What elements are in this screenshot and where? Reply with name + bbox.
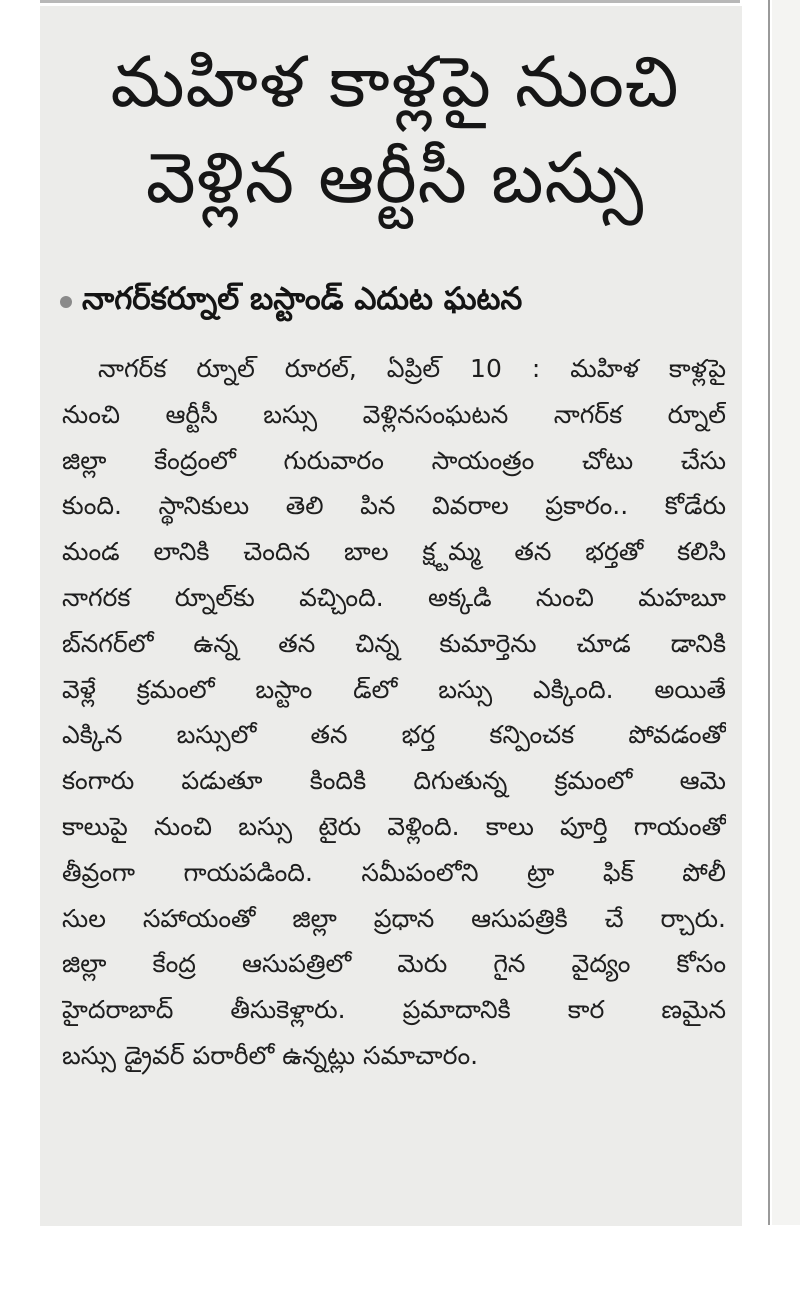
body-line: కుంది. స్థానికులు తెలి పిన వివరాల ప్రకారం.. కోడేరు: [62, 491, 726, 521]
body-line: బ్‌నగర్‌లో ఉన్న తన చిన్న కుమార్తెను చూడ డానికి: [62, 628, 726, 658]
subheadline-row: [60, 278, 722, 326]
body-line: నాగర్‌క ర్నూల్ రూరల్, ఏప్రిల్ 10 : మహిళ కాళ్లపై: [98, 354, 726, 383]
bullet-icon: [60, 296, 72, 308]
body-line: జిల్లా కేంద్రంలో గురువారం సాయంత్రం చోటు చేసు: [62, 445, 726, 475]
body-line: కంగారు పడుతూ కిందికి దిగుతున్న క్రమంలో ఆమె: [62, 766, 726, 796]
body-line: నుంచి ఆర్టీసీ బస్సు వెళ్లినసంఘటన నాగర్‌క ర్నూల్: [62, 399, 726, 429]
body-line: బస్సు డ్రైవర్ పరారీలో ఉన్నట్లు సమాచారం.: [62, 1040, 479, 1070]
column-divider-rule: [768, 0, 770, 1225]
body-line: జిల్లా కేంద్ర ఆసుపత్రిలో మెరు గైన వైద్యం కోసం: [62, 949, 726, 979]
subheadline: నాగర్‌కర్నూల్ బస్టాండ్ ఎదుట ఘటన: [82, 280, 523, 317]
news-clipping: [40, 6, 742, 1226]
body-line: ఎక్కిన బస్సులో తన భర్త కన్పించక పోవడంతో: [62, 720, 726, 750]
adjacent-column-edge: [772, 0, 800, 1225]
body-line: వెళ్లే క్రమంలో బస్టాం డ్‌లో బస్సు ఎక్కింది. అయితే: [62, 674, 726, 704]
article-body: [62, 346, 726, 1079]
body-line: కాలుపై నుంచి బస్సు టైరు వెళ్లింది. కాలు పూర్తి గాయంతో: [62, 811, 726, 841]
headline: మహిళ కాళ్లపై నుంచి వెళ్లిన ఆర్టీసీ బస్సు: [110, 41, 680, 219]
page-top-rule: [40, 0, 740, 3]
body-line: సుల సహాయంతో జిల్లా ప్రధాన ఆసుపత్రికి చే ర్చారు.: [62, 903, 726, 933]
body-line: మండ లానికి చెందిన బాల క్ష్టమ్మ తన భర్తతో కలిసి: [62, 537, 726, 567]
body-line: తీవ్రంగా గాయపడింది. సమీపంలోని ట్రా ఫిక్ పోలీ: [62, 857, 726, 887]
body-line: నాగరక ర్నూల్‌కు వచ్చింది. అక్కడి నుంచి మహబూ: [62, 582, 726, 612]
body-line: హైదరాబాద్ తీసుకెళ్లారు. ప్రమాదానికి కార ణమైన: [62, 995, 726, 1025]
